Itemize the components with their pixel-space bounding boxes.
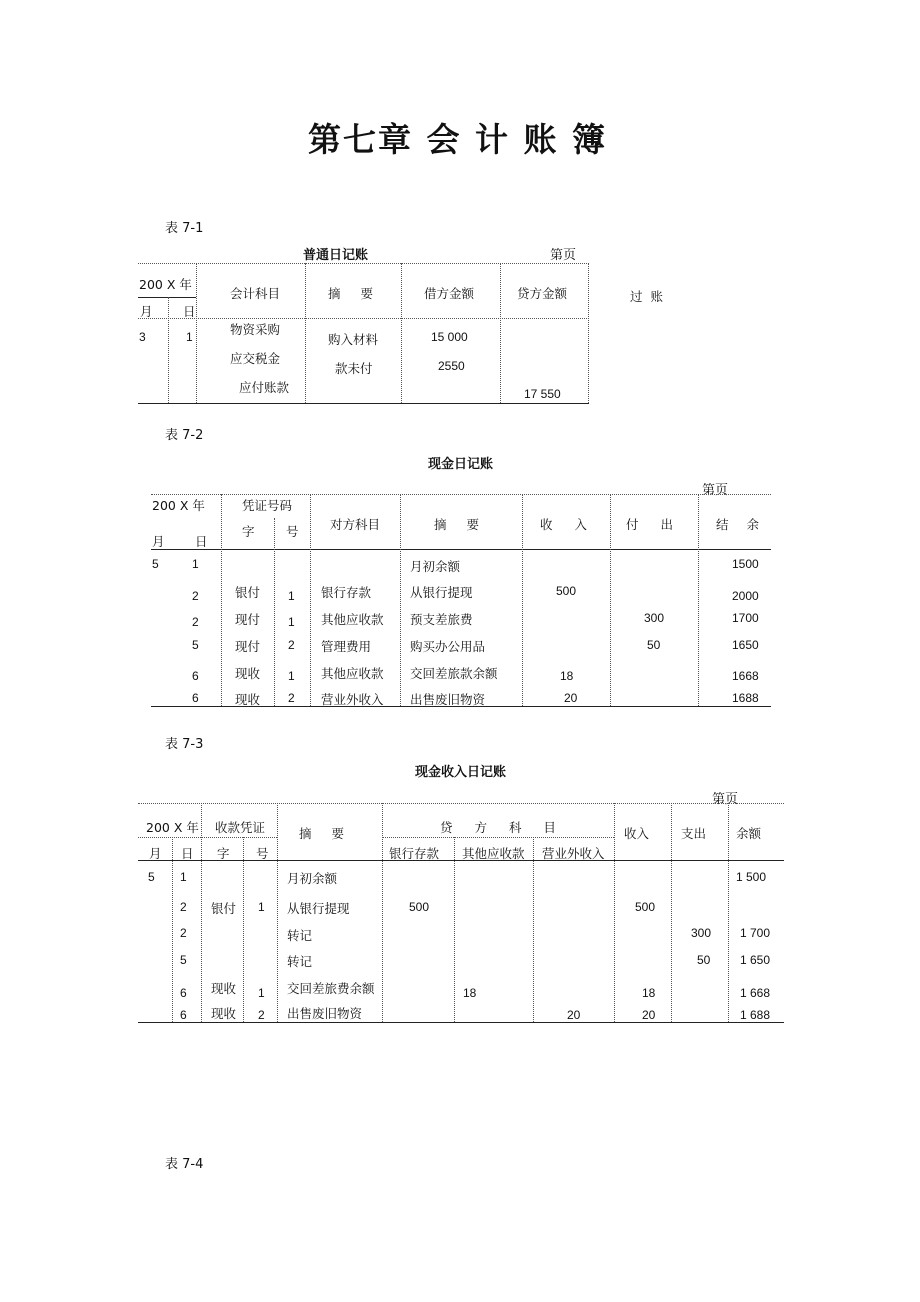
cell-day: 6 [180, 986, 187, 1000]
header-other-receivables: 其他应收款 [462, 846, 525, 861]
cell-voucher-number: 2 [288, 691, 295, 705]
page-number-label: 第页 [702, 483, 729, 498]
cell-voucher-type: 现收 [235, 666, 261, 681]
cell-day: 2 [192, 615, 199, 629]
cell-summary: 转记 [287, 954, 313, 969]
cell-day: 2 [180, 900, 187, 914]
cell-summary: 交回差旅费余额 [287, 981, 375, 996]
header-voucher: 凭证号码 [242, 498, 293, 513]
cell-account: 物资采购 [230, 322, 281, 337]
cell-income: 500 [556, 584, 577, 598]
cell-account: 应付账款 [239, 380, 290, 395]
header-voucher-number: 号 [286, 524, 299, 539]
cell-balance: 1 500 [736, 870, 767, 884]
header-year: 200 X 年 [146, 820, 199, 835]
cell-income: 20 [564, 691, 578, 705]
cell-account: 应交税金 [230, 351, 281, 366]
cell-voucher-number: 1 [258, 986, 265, 1000]
chapter-title: 第七章 会 计 账 簿 [308, 120, 607, 159]
header-debit: 借方金额 [424, 286, 475, 301]
cell-summary: 月初余额 [287, 871, 338, 886]
cell-day: 2 [180, 926, 187, 940]
cell-balance: 1 688 [740, 1008, 771, 1022]
cell-voucher-number: 1 [288, 615, 295, 629]
header-month: 月 [149, 846, 162, 861]
cell-voucher-number: 2 [258, 1008, 265, 1022]
header-voucher-type: 字 [242, 524, 255, 539]
cell-balance: 1 650 [740, 953, 771, 967]
cell-voucher-number: 2 [288, 638, 295, 652]
page-number-label: 第页 [712, 792, 739, 807]
cell-voucher-type: 现付 [235, 612, 261, 627]
header-month: 月 [152, 534, 165, 549]
header-day: 日 [195, 534, 208, 549]
header-posting: 过 账 [630, 289, 663, 304]
cell-voucher-type: 现收 [235, 692, 261, 707]
header-account: 对方科目 [330, 517, 381, 532]
header-bank-deposit: 银行存款 [389, 846, 440, 861]
table-caption: 普通日记账 [303, 248, 369, 263]
cell-balance: 2000 [732, 589, 759, 603]
cell-month: 3 [139, 330, 146, 344]
header-payment: 付 出 [626, 517, 673, 532]
header-credit: 贷方金额 [517, 286, 568, 301]
table-label: 表 7-1 [165, 221, 204, 236]
cell-account: 营业外收入 [321, 692, 384, 707]
header-balance: 结 余 [716, 517, 759, 532]
header-account: 会计科目 [230, 286, 281, 301]
cell-summary: 转记 [287, 928, 313, 943]
header-day: 日 [183, 304, 196, 319]
cell-balance: 1 668 [740, 986, 771, 1000]
cell-day: 6 [180, 1008, 187, 1022]
cell-voucher-number: 1 [288, 669, 295, 683]
cell-account: 其他应收款 [321, 612, 384, 627]
cell-debit: 2550 [438, 359, 465, 373]
cell-summary: 出售废旧物资 [287, 1006, 363, 1021]
cell-summary: 预支差旅费 [410, 612, 473, 627]
header-balance: 余额 [736, 826, 762, 841]
cell-balance: 1688 [732, 691, 759, 705]
header-year: 200 X 年 [152, 498, 205, 513]
header-summary: 摘 要 [328, 286, 373, 301]
cell-account: 其他应收款 [321, 666, 384, 681]
cell-day: 1 [180, 870, 187, 884]
header-income: 收 入 [540, 517, 587, 532]
cell-payment: 300 [644, 611, 665, 625]
header-day: 日 [181, 846, 194, 861]
cell-voucher-number: 1 [258, 900, 265, 914]
cell-nonoperating-income: 20 [567, 1008, 581, 1022]
header-income: 收入 [624, 826, 650, 841]
cell-summary: 月初余额 [410, 559, 461, 574]
cell-payment: 300 [691, 926, 712, 940]
cell-balance: 1668 [732, 669, 759, 683]
header-nonoperating-income: 营业外收入 [542, 846, 605, 861]
cell-summary: 交回差旅款余额 [410, 666, 498, 681]
cell-balance: 1700 [732, 611, 759, 625]
cell-summary: 款未付 [335, 361, 373, 376]
table-caption: 现金日记账 [428, 457, 494, 472]
cell-day: 2 [192, 589, 199, 603]
cell-voucher-number: 1 [288, 589, 295, 603]
cell-credit: 17 550 [524, 387, 561, 401]
page-number-label: 第页 [550, 248, 577, 263]
cell-voucher-type: 现付 [235, 639, 261, 654]
cell-account: 管理费用 [321, 639, 372, 654]
cell-payment: 50 [647, 638, 661, 652]
cell-summary: 购入材料 [328, 332, 379, 347]
header-payment: 支出 [681, 826, 707, 841]
cell-voucher-type: 银付 [235, 585, 261, 600]
cell-payment: 50 [697, 953, 711, 967]
cell-voucher-type: 现收 [211, 981, 237, 996]
cell-day: 1 [192, 557, 199, 571]
cell-balance: 1500 [732, 557, 759, 571]
cell-day: 5 [192, 638, 199, 652]
cell-day: 1 [186, 330, 193, 344]
header-summary: 摘 要 [299, 826, 344, 841]
cell-summary: 出售废旧物资 [410, 692, 486, 707]
cell-balance: 1 700 [740, 926, 771, 940]
cell-balance: 1650 [732, 638, 759, 652]
cell-day: 6 [192, 691, 199, 705]
cell-income: 20 [642, 1008, 656, 1022]
cell-income: 18 [560, 669, 574, 683]
cell-day: 6 [192, 669, 199, 683]
header-month: 月 [140, 304, 153, 319]
header-summary: 摘 要 [434, 517, 479, 532]
cell-summary: 购买办公用品 [410, 639, 486, 654]
cell-voucher-type: 现收 [211, 1006, 237, 1021]
cell-day: 5 [180, 953, 187, 967]
cell-other-receivables: 18 [463, 986, 477, 1000]
header-voucher: 收款凭证 [215, 820, 266, 835]
cell-voucher-type: 银付 [211, 901, 237, 916]
cell-account: 银行存款 [321, 585, 372, 600]
cell-income: 500 [635, 900, 656, 914]
cell-summary: 从银行提现 [287, 901, 350, 916]
table-label: 表 7-2 [165, 428, 204, 443]
header-voucher-number: 号 [256, 846, 269, 861]
cell-month: 5 [148, 870, 155, 884]
header-voucher-type: 字 [217, 846, 230, 861]
table-caption: 现金收入日记账 [415, 765, 507, 780]
table-label-7-4: 表 7-4 [165, 1157, 204, 1172]
cell-summary: 从银行提现 [410, 585, 473, 600]
cell-bank-deposit: 500 [409, 900, 430, 914]
cell-month: 5 [152, 557, 159, 571]
header-credit-accounts: 贷 方 科 目 [440, 820, 556, 835]
cell-debit: 15 000 [431, 330, 468, 344]
cell-income: 18 [642, 986, 656, 1000]
table-label: 表 7-3 [165, 737, 204, 752]
header-year: 200 X 年 [139, 277, 192, 292]
